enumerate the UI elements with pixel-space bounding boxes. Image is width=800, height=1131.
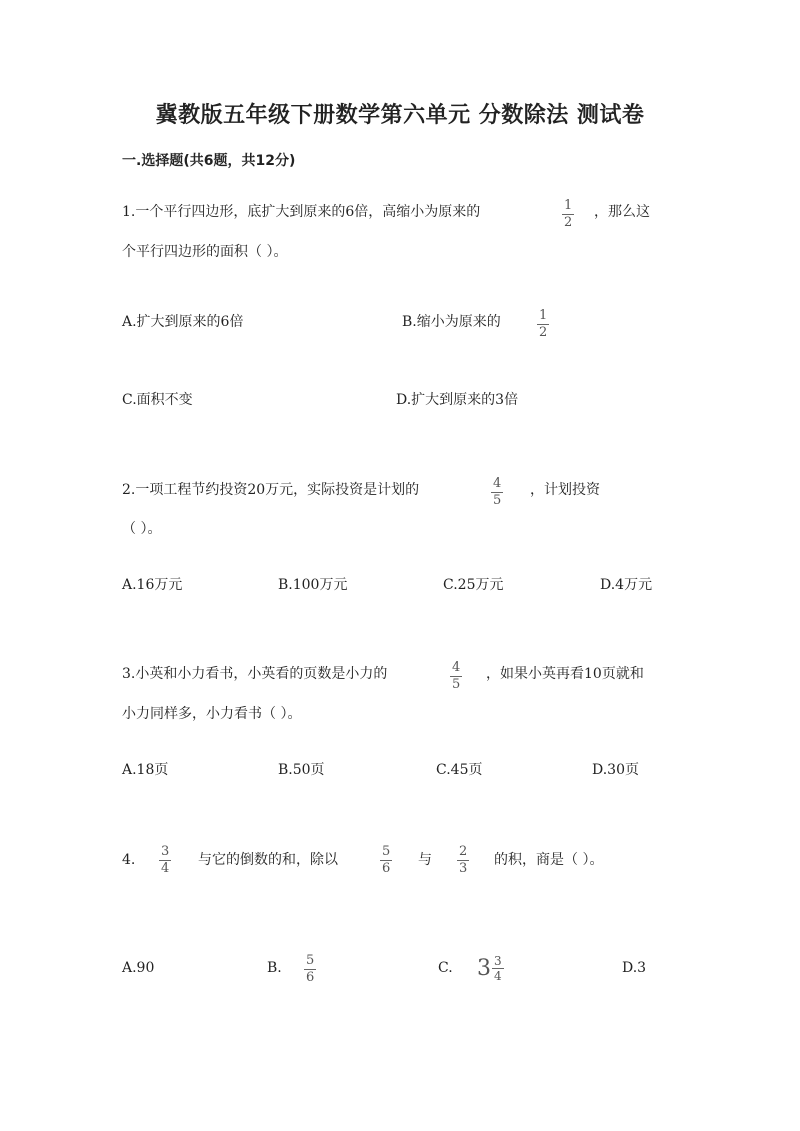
- q4-option-c-fraction: [492, 955, 504, 982]
- q2-fraction: [491, 477, 503, 508]
- q4-text-2: 与: [418, 852, 432, 868]
- q1-fraction: [562, 199, 574, 230]
- q2-option-d[interactable]: D.4万元: [600, 577, 653, 593]
- q4-fraction-1-denominator: 4: [161, 861, 170, 876]
- q1-option-c[interactable]: C.面积不变: [122, 392, 193, 408]
- q1-option-d[interactable]: D.扩大到原来的3倍: [396, 392, 519, 408]
- q4-fraction-2: [380, 845, 392, 876]
- q1-fraction-denominator: 2: [564, 215, 573, 230]
- q4-option-b-fraction: [304, 954, 316, 985]
- q3-text-line2: 小力同样多，小力看书（ ）。: [122, 706, 302, 722]
- q3-option-d[interactable]: D.30页: [592, 762, 639, 778]
- q3-fraction: [450, 661, 462, 692]
- q1-text-line1: 1.一个平行四边形，底扩大到原来的6倍，高缩小为原来的: [122, 204, 481, 220]
- section-heading: 一.选择题(共6题，共12分): [122, 153, 296, 169]
- q4-text-3: 的积，商是（ ）。: [494, 852, 604, 868]
- q4-option-b-denominator: 6: [306, 970, 315, 985]
- q4-fraction-2-denominator: 6: [382, 861, 391, 876]
- q2-text-line1-end: ，计划投资: [530, 482, 600, 498]
- q3-option-a[interactable]: A.18页: [122, 762, 169, 778]
- q3-option-c[interactable]: C.45页: [436, 762, 483, 778]
- q4-option-b[interactable]: B.: [267, 960, 282, 976]
- q4-fraction-3-denominator: 3: [459, 861, 468, 876]
- q3-option-b[interactable]: B.50页: [278, 762, 325, 778]
- q3-fraction-numerator: 4: [452, 660, 461, 675]
- q2-option-c[interactable]: C.25万元: [443, 577, 504, 593]
- q1-option-b[interactable]: B.缩小为原来的: [402, 314, 501, 330]
- q4-option-c-numerator: 3: [494, 954, 502, 968]
- q1-option-b-denominator: 2: [539, 325, 548, 340]
- q4-option-c-denominator: 4: [494, 969, 502, 983]
- q4-fraction-1-numerator: 3: [161, 844, 170, 859]
- q1-fraction-numerator: 1: [564, 198, 573, 213]
- q2-option-b[interactable]: B.100万元: [278, 577, 348, 593]
- q4-option-d[interactable]: D.3: [622, 960, 647, 976]
- q2-fraction-numerator: 4: [493, 476, 502, 491]
- q3-fraction-denominator: 5: [452, 677, 461, 692]
- q1-option-a[interactable]: A.扩大到原来的6倍: [122, 314, 244, 330]
- q1-text-line1-end: ，那么这: [594, 204, 650, 220]
- q3-text-line1-end: ，如果小英再看10页就和: [486, 666, 644, 682]
- q4-fraction-3: [457, 845, 469, 876]
- q1-text-line2: 个平行四边形的面积（ ）。: [122, 244, 288, 260]
- q4-option-c-whole: 3: [477, 956, 491, 981]
- q4-fraction-1: [159, 845, 171, 876]
- q4-option-b-numerator: 5: [306, 953, 315, 968]
- q2-option-a[interactable]: A.16万元: [122, 577, 183, 593]
- q4-option-c[interactable]: C.: [438, 960, 453, 976]
- q4-option-a[interactable]: A.90: [122, 960, 155, 976]
- q1-option-b-fraction: [537, 309, 549, 340]
- q1-option-b-numerator: 1: [539, 308, 548, 323]
- q4-text-1: 与它的倒数的和，除以: [198, 852, 338, 868]
- q2-text-line1: 2.一项工程节约投资20万元，实际投资是计划的: [122, 482, 420, 498]
- q2-text-line2: （ ）。: [122, 521, 162, 537]
- q4-fraction-2-numerator: 5: [382, 844, 391, 859]
- q2-fraction-denominator: 5: [493, 493, 502, 508]
- q4-number: 4.: [122, 852, 136, 868]
- q4-option-c-mixed-number: [477, 955, 504, 982]
- q4-fraction-3-numerator: 2: [459, 844, 468, 859]
- page-title: 冀教版五年级下册数学第六单元 分数除法 测试卷: [155, 103, 645, 128]
- q3-text-line1: 3.小英和小力看书，小英看的页数是小力的: [122, 666, 388, 682]
